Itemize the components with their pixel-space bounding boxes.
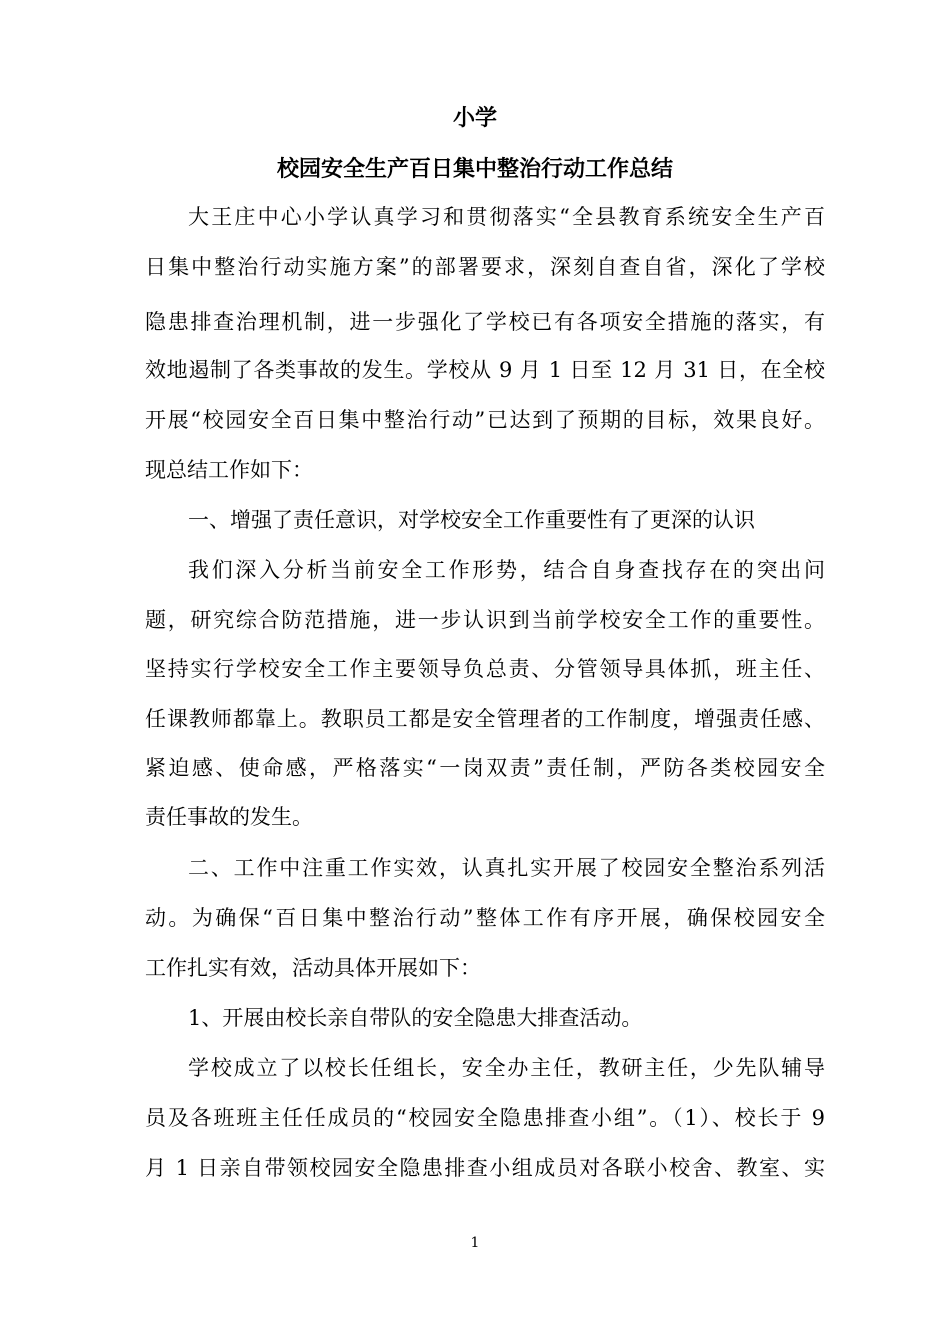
paragraph-line: 员及各班班主任任成员的“校园安全隐患排查小组”。（1）、校长于 9 <box>145 1106 825 1130</box>
paragraph-line: 坚持实行学校安全工作主要领导负总责、分管领导具体抓，班主任、 <box>145 657 825 681</box>
paragraph-line: 大王庄中心小学认真学习和贯彻落实“全县教育系统安全生产百 <box>188 205 825 229</box>
section-heading: 一、增强了责任意识，对学校安全工作重要性有了更深的认识 <box>188 508 755 532</box>
section-heading: 二、工作中注重工作实效，认真扎实开展了校园安全整治系列活 <box>188 856 825 880</box>
paragraph-line: 学校成立了以校长任组长，安全办主任，教研主任，少先队辅导 <box>188 1056 825 1080</box>
paragraph-line: 任课教师都靠上。教职员工都是安全管理者的工作制度，增强责任感、 <box>145 707 825 731</box>
paragraph-line: 日集中整治行动实施方案”的部署要求，深刻自查自省，深化了学校 <box>145 255 825 279</box>
paragraph-line: 我们深入分析当前安全工作形势，结合自身查找存在的突出问 <box>188 558 825 582</box>
document-title: 校园安全生产百日集中整治行动工作总结 <box>276 156 673 182</box>
paragraph-line: 开展“校园安全百日集中整治行动”已达到了预期的目标，效果良好。 <box>145 408 825 432</box>
paragraph-line: 月 1 日亲自带领校园安全隐患排查小组成员对各联小校舍、教室、实 <box>145 1156 825 1180</box>
subsection-heading: 1、开展由校长亲自带队的安全隐患大排查活动。 <box>188 1006 643 1030</box>
paragraph-line: 紧迫感、使命感，严格落实“一岗双责”责任制，严防各类校园安全 <box>145 756 825 780</box>
paragraph-line: 题，研究综合防范措施，进一步认识到当前学校安全工作的重要性。 <box>145 608 825 632</box>
paragraph-line: 隐患排查治理机制，进一步强化了学校已有各项安全措施的落实，有 <box>145 310 825 334</box>
paragraph-line: 动。为确保“百日集中整治行动”整体工作有序开展，确保校园安全 <box>145 906 825 930</box>
document-title-school: 小学 <box>452 105 497 131</box>
paragraph-line: 效地遏制了各类事故的发生。学校从 9 月 1 日至 12 月 31 日，在全校 <box>145 358 825 382</box>
page-number: 1 <box>470 1235 480 1251</box>
paragraph-line: 现总结工作如下： <box>145 458 313 482</box>
paragraph-line: 工作扎实有效，活动具体开展如下： <box>145 956 481 980</box>
paragraph-line: 责任事故的发生。 <box>145 805 313 829</box>
